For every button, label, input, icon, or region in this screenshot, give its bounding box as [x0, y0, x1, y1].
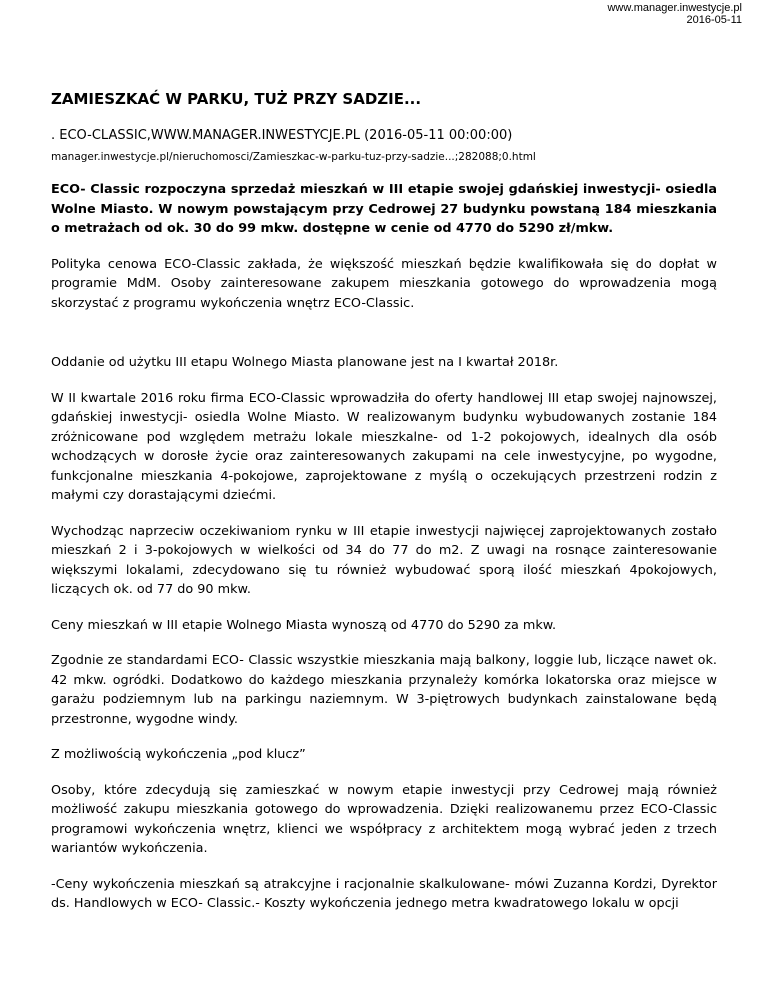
article-url: manager.inwestycje.pl/nieruchomosci/Zamieszkac-w-parku-tuz-przy-sadzie...;282088;0.html	[51, 151, 536, 163]
article-lead: ECO- Classic rozpoczyna sprzedaż mieszkań w III etapie swojej gdańskiej inwestycji- osiedla Wolne Miasto. W nowym powstającym przy Cedrowej 27 budynku powstaną 184 mieszkania o metrażach od ok. 30 do 99 mkw. dostępne w cenie od 4770 do 5290 zł/mkw.	[51, 182, 717, 236]
page-header	[607, 2, 742, 26]
article-paragraph: Polityka cenowa ECO-Classic zakłada, że większość mieszkań będzie kwalifikowała się do dopłat w programie MdM. Osoby zainteresowane zakupem mieszkania gotowego do wprowadzenia mogą skorzystać z programu wykończenia wnętrz ECO-Classic.	[51, 256, 717, 311]
article-paragraph: W II kwartale 2016 roku firma ECO-Classic wprowadziła do oferty handlowej III etap swojej najnowszej, gdańskiej inwestycji- osiedla Wolne Miasto. W realizowanym budynku wybudowanych zostanie 184 zróżnicowane pod względem metrażu lokale mieszkalne- od 1-2 pokojowych, idealnych dla osób wchodzących w dorosłe życie oraz zainteresowanych zakupami na cele inwestycyjne, po wygodne, funkcjonalne mieszkania 4-pokojowe, zaprojektowane z myślą o oczekujących przestrzeni rodzin z małymi czy dorastającymi dziećmi.	[51, 390, 717, 503]
article-paragraph: Ceny mieszkań w III etapie Wolnego Miasta wynoszą od 4770 do 5290 za mkw.	[51, 617, 557, 633]
article-paragraph: Zgodnie ze standardami ECO- Classic wszystkie mieszkania mają balkony, loggie lub, liczące nawet ok. 42 mkw. ogródki. Dodatkowo do każdego mieszkania przynależy komórka lokatorska oraz miejsce w garażu podziemnym lub na parkingu naziemnym. W 3-piętrowych budynkach zainstalowane będą przestronne, wygodne windy.	[51, 653, 717, 727]
article-paragraph: Wychodząc naprzeciw oczekiwaniom rynku w III etapie inwestycji najwięcej zaprojektowanych zostało mieszkań 2 i 3-pokojowych w wielkości od 34 do 77 do m2. Z uwagi na rosnące zainteresowanie większymi lokalami, zdecydowano się tu również wybudować sporą ilość mieszkań 4pokojowych, liczących ok. od 77 do 90 mkw.	[51, 523, 717, 597]
header-site: www.manager.inwestycje.pl	[607, 2, 742, 14]
article-source: . ECO-CLASSIC,WWW.MANAGER.INWESTYCJE.PL (2016-05-11 00:00:00)	[51, 128, 513, 143]
article-paragraph: Osoby, które zdecydują się zamieszkać w nowym etapie inwestycji przy Cedrowej mają również możliwość zakupu mieszkania gotowego do wprowadzenia. Dzięki realizowanemu przez ECO-Classic programowi wykończenia wnętrz, klienci we współpracy z architektem mogą wybrać jeden z trzech wariantów wykończenia.	[51, 782, 717, 856]
article-paragraph: Oddanie od użytku III etapu Wolnego Miasta planowane jest na I kwartał 2018r.	[51, 355, 559, 370]
header-date: 2016-05-11	[686, 14, 742, 26]
article-title: ZAMIESZKAĆ W PARKU, TUŻ PRZY SADZIE...	[51, 90, 422, 108]
article	[51, 89, 717, 914]
article-paragraph: -Ceny wykończenia mieszkań są atrakcyjne i racjonalnie skalkulowane- mówi Zuzanna Kordzi, Dyrektor ds. Handlowych w ECO- Classic.- Koszty wykończenia jednego metra kwadratowego lokalu w opcji	[51, 876, 717, 911]
article-subheading: Z możliwością wykończenia „pod klucz”	[51, 747, 306, 762]
